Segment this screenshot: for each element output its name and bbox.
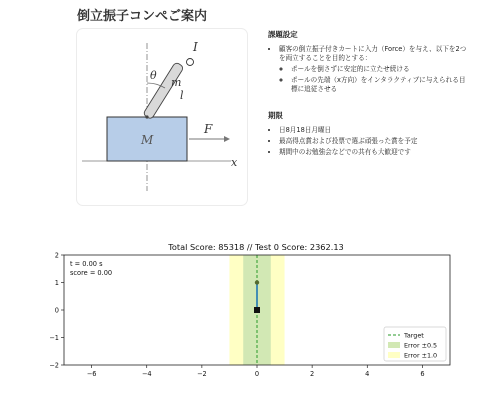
y-tick-label: 0 [54, 306, 59, 315]
y-tick-label: −2 [49, 361, 59, 370]
legend-label: Target [404, 331, 424, 340]
pole-tip-inertia [187, 59, 194, 66]
overlay-time-text: t = 0.00 s [70, 260, 103, 268]
period-item: • 最高得点賞および投票で選ぶ頑張った賞を予定 [279, 137, 468, 147]
x-tick-label: −4 [141, 370, 152, 378]
cart-pole-figure [77, 29, 247, 205]
label-cart-mass: M [141, 133, 154, 147]
label-x-axis: x [231, 156, 238, 169]
tasks-list [268, 45, 468, 95]
x-tick-label: 2 [310, 370, 315, 378]
pole-tip-marker [255, 280, 259, 284]
pivot-joint [145, 115, 148, 118]
page-title: 倒立振子コンペご案内 [77, 9, 208, 24]
tasks-heading: 課題設定 [268, 30, 298, 39]
y-tick-label: 2 [54, 251, 59, 260]
legend-swatch-band [388, 352, 400, 358]
x-tick-label: 4 [365, 370, 370, 378]
info-panel [268, 30, 468, 159]
label-length: l [180, 89, 184, 102]
tasks-subitem: ◦ ポールを倒さずに安定的に立たせ続ける [291, 65, 468, 75]
y-tick-label: −1 [49, 333, 59, 342]
period-heading: 期限 [268, 110, 283, 120]
cart-pole-diagram [76, 28, 248, 206]
x-tick-label: 0 [254, 370, 260, 378]
plot-legend [384, 327, 446, 361]
cart-marker [254, 307, 260, 313]
legend-label: Error ±0.5 [404, 341, 438, 350]
period-item: • 期間中のお勉強会などでの共有も大歓迎です [279, 148, 468, 158]
overlay-score-text: score = 0.00 [70, 269, 113, 277]
x-tick-label: 6 [420, 370, 425, 378]
x-tick-label: −2 [196, 370, 207, 378]
period-item: • 日8月18日月曜日 [279, 126, 468, 136]
tasks-sublist [279, 65, 468, 95]
plot-title: Total Score: 85318 // Test 0 Score: 2362.13 [168, 242, 344, 252]
label-force: F [204, 122, 213, 136]
tasks-subitem: ◦ ポールの先端（x方向）をインタラクティブに与えられる目標に追従させる [291, 76, 468, 95]
legend-swatch-band [388, 342, 400, 348]
period-list [268, 126, 468, 158]
label-theta: θ [150, 69, 157, 82]
simulation-plot-svg [0, 236, 500, 409]
x-tick-label: −6 [86, 370, 97, 378]
pole-body [143, 62, 184, 120]
legend-label: Error ±1.0 [404, 351, 438, 360]
y-tick-label: 1 [54, 278, 59, 287]
label-inertia: I [193, 40, 198, 54]
tasks-item-text: 顧客の倒立振子付きカートに入力（Force）を与え、以下を2つを両立することを目的とする： [279, 44, 467, 63]
label-pole-mass: m [171, 76, 182, 89]
tasks-item [279, 45, 468, 95]
simulation-plot [0, 236, 500, 409]
